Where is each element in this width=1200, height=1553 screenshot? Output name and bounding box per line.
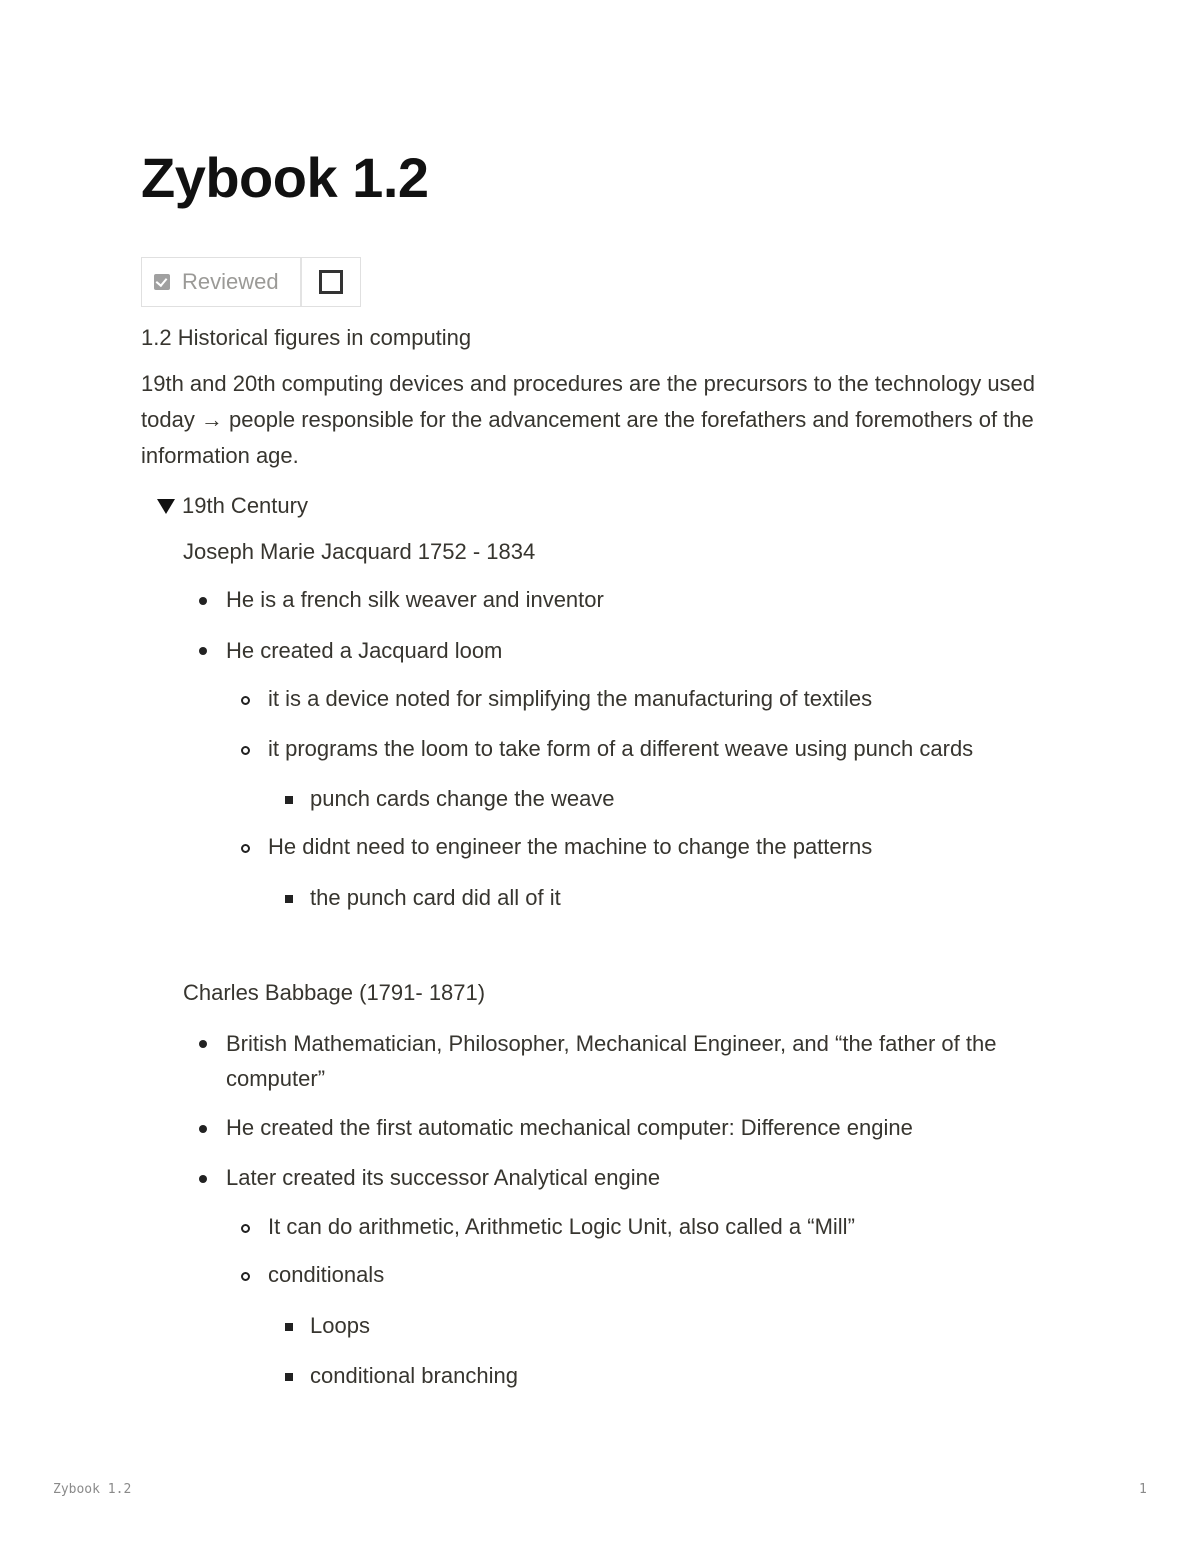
list-item: punch cards change the weave bbox=[310, 786, 615, 811]
property-row bbox=[141, 257, 361, 307]
list-item: He is a french silk weaver and inventor bbox=[226, 587, 604, 612]
list-item: He didnt need to engineer the machine to change the patterns bbox=[268, 834, 873, 859]
list-item: conditionals bbox=[268, 1262, 385, 1287]
bullet-circle-icon bbox=[241, 1224, 250, 1233]
list-item: it programs the loom to take form of a different weave using punch cards bbox=[268, 736, 974, 761]
list-item: it is a device noted for simplifying the manufacturing of textiles bbox=[268, 686, 873, 711]
list-item: Later created its successor Analytical engine bbox=[226, 1165, 661, 1190]
bullet-circle-icon bbox=[241, 844, 250, 853]
intro-paragraph: 19th and 20th computing devices and procedures are the precursors to the technology used today → people responsible for the advancement are the forefathers and foremothers of the information age. bbox=[141, 371, 1036, 468]
bullet-circle-icon bbox=[241, 696, 250, 705]
bullet-square-icon bbox=[285, 796, 293, 804]
jacquard-heading: Joseph Marie Jacquard 1752 - 1834 bbox=[183, 539, 536, 564]
list-item: conditional branching bbox=[310, 1363, 518, 1388]
bullet-disc-icon bbox=[199, 1175, 207, 1183]
list-item: It can do arithmetic, Arithmetic Logic Unit, also called a “Mill” bbox=[268, 1214, 855, 1239]
bullet-circle-icon bbox=[241, 1272, 250, 1281]
toggle-label[interactable]: 19th Century bbox=[182, 493, 308, 518]
list-item: the punch card did all of it bbox=[310, 885, 561, 910]
bullet-circle-icon bbox=[241, 746, 250, 755]
property-name: Reviewed bbox=[182, 269, 279, 294]
list-item: He created a Jacquard loom bbox=[226, 638, 503, 663]
bullet-disc-icon bbox=[199, 1040, 207, 1048]
bullet-square-icon bbox=[285, 895, 293, 903]
checkbox-property-icon bbox=[154, 274, 170, 290]
page-title: Zybook 1.2 bbox=[141, 146, 429, 209]
reviewed-checkbox[interactable] bbox=[319, 270, 343, 294]
footer-doc-title: Zybook 1.2 bbox=[53, 1482, 132, 1497]
bullet-disc-icon bbox=[199, 597, 207, 605]
section-subtitle: 1.2 Historical figures in computing bbox=[141, 325, 472, 350]
list-item: British Mathematician, Philosopher, Mechanical Engineer, and “the father of the bbox=[226, 1031, 997, 1056]
bullet-disc-icon bbox=[199, 647, 207, 655]
property-value-cell[interactable] bbox=[302, 258, 360, 306]
toggle-triangle-icon[interactable] bbox=[157, 499, 175, 514]
list-item-continued: computer” bbox=[226, 1066, 326, 1091]
list-item: He created the first automatic mechanical computer: Difference engine bbox=[226, 1115, 913, 1140]
babbage-heading: Charles Babbage (1791- 1871) bbox=[183, 980, 486, 1005]
bullet-square-icon bbox=[285, 1323, 293, 1331]
property-name-cell bbox=[142, 258, 302, 306]
bullet-square-icon bbox=[285, 1373, 293, 1381]
footer-page-number: 1 bbox=[1139, 1482, 1147, 1497]
list-item: Loops bbox=[310, 1313, 370, 1338]
bullet-disc-icon bbox=[199, 1125, 207, 1133]
